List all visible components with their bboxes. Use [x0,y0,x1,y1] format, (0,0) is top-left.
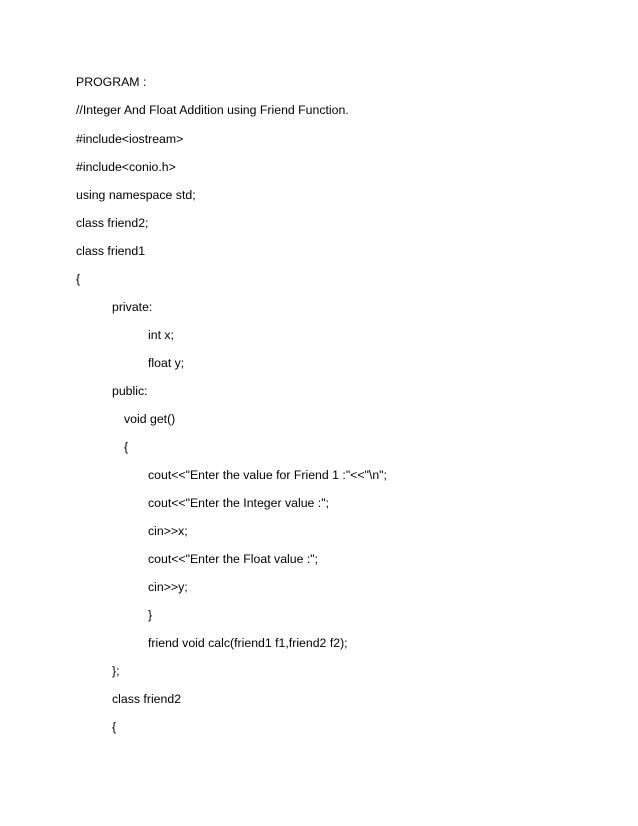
public-label-line: public: [112,384,148,398]
using-namespace-line: using namespace std; [76,188,196,202]
void-get-line: void get() [124,412,176,426]
function-close-brace-line: } [148,608,153,622]
cout-float-line: cout<<"Enter the Float value :"; [148,552,319,566]
private-label-line: private: [112,300,153,314]
cout-integer-line: cout<<"Enter the Integer value :"; [148,496,330,510]
friend-calc-declaration-line: friend void calc(friend1 f1,friend2 f2); [148,636,348,650]
float-y-line: float y; [148,356,185,370]
include-conio-line: #include<conio.h> [76,160,176,174]
open-brace-line: { [76,272,81,286]
cout-friend1-line: cout<<"Enter the value for Friend 1 :"<<"\n"; [148,468,387,482]
int-x-line: int x; [148,328,174,342]
friend2-open-brace-line: { [112,720,117,734]
cin-x-line: cin>>x; [148,524,188,538]
class-friend1-line: class friend1 [76,244,146,258]
class-close-line: }; [112,664,120,678]
cin-y-line: cin>>y; [148,580,188,594]
comment-line: //Integer And Float Addition using Friend Function. [76,103,349,117]
include-iostream-line: #include<iostream> [76,132,184,146]
function-open-brace-line: { [124,440,129,454]
class-friend2-declaration-line: class friend2; [76,216,149,230]
program-heading: PROGRAM : [76,75,147,89]
class-friend2-line: class friend2 [112,692,182,706]
